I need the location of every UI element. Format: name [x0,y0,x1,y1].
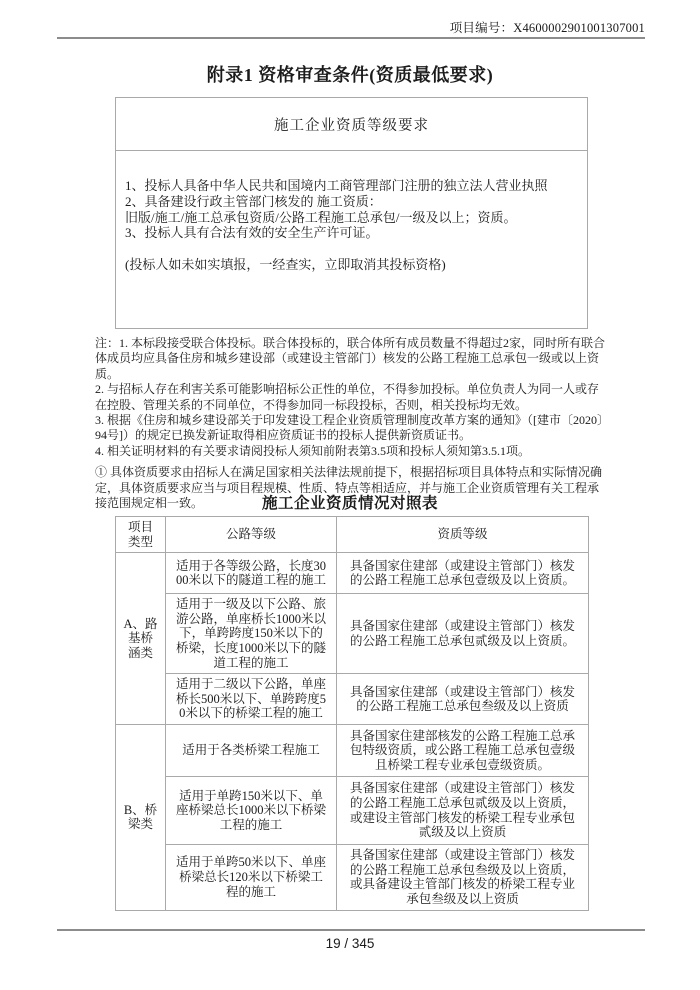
note-item: 3. 根据《住房和城乡建设部关于印发建设工程企业资质管理制度改革方案的通知》（[建市〔2020〕94号]）的规定已换发新证取得相应资质证书的投标人提供新资质证书。 [95,413,609,443]
table-row [116,594,589,674]
qualification-cell: 具备国家住建部（或建设主管部门）核发的公路工程施工总承包贰级及以上资质，或建设主管部门核发的桥梁工程专业承包贰级及以上资质 [337,777,589,845]
qualification-comparison-table [115,516,589,911]
qualification-cell: 具备国家住建部（或建设主管部门）核发的公路工程施工总承包叁级及以上资质 [337,674,589,725]
qualification-cell: 具备国家住建部核发的公路工程施工总承包特级资质，或公路工程施工总承包壹级且桥梁工程专业承包壹级资质。 [337,725,589,777]
requirement-line [125,241,579,257]
highway-grade-cell: 适用于各等级公路，长度3000米以下的隧道工程的施工 [166,553,337,594]
qualification-table-body [116,151,587,328]
note-item: 2. 与招标人存在利害关系可能影响招标公正性的单位，不得参加投标。单位负责人为同一人或存在控股、管理关系的不同单位，不得参加同一标段投标，否则，相关投标均无效。 [95,382,600,412]
header-rule [57,37,645,39]
table-row [116,553,589,594]
group-label-a: A、路基桥涵类 [116,553,166,725]
table-row [116,777,589,845]
highway-grade-cell: 适用于各类桥梁工程施工 [166,725,337,777]
notes-section [95,336,610,511]
column-header-highway-grade: 公路等级 [166,517,337,553]
qualification-requirement-table [115,97,588,329]
requirement-line: (投标人如未如实填报，一经查实，立即取消其投标资格) [125,256,446,272]
qualification-cell: 具备国家住建部（或建设主管部门）核发的公路工程施工总承包壹级及以上资质。 [337,553,589,594]
requirement-line: 2、具备建设行政主管部门核发的 施工资质： [125,193,382,209]
qualification-table-header: 施工企业资质等级要求 [116,98,587,151]
comparison-table-title: 施工企业资质情况对照表 [261,495,438,512]
highway-grade-cell: 适用于单跨150米以下、单座桥梁总长1000米以下桥梁工程的施工 [166,777,337,845]
group-label-b: B、桥梁类 [116,725,166,910]
table-row [116,845,589,910]
requirement-line: 3、投标人具有合法有效的安全生产许可证。 [125,225,379,241]
note-item: 注：1. 本标段接受联合体投标。联合体投标的，联合体所有成员数量不得超过2家，同时所有联合体成员均应具备住房和城乡建设部（或建设主管部门）核发的公路工程施工总承包一级或以上资质。 [95,336,606,381]
column-header-project-type: 项目类型 [116,517,166,553]
qualification-cell: 具备国家住建部（或建设主管部门）核发的公路工程施工总承包叁级及以上资质，或具备建设主管部门核发的桥梁工程专业承包叁级及以上资质 [337,845,589,910]
highway-grade-cell: 适用于一级及以下公路、旅游公路，单座桥长1000米以下，单跨跨度150米以下的桥梁，长度1000米以下的隧道工程的施工 [166,594,337,674]
table-row [116,725,589,777]
highway-grade-cell: 适用于单跨50米以下、单座桥梁总长120米以下桥梁工程的施工 [166,845,337,910]
table-header-row [116,517,589,553]
page-header [57,18,645,36]
column-header-qualification-grade: 资质等级 [337,517,589,553]
circled-note: ① 具体资质要求由招标人在满足国家相关法律法规前提下，根据招标项目具体特点和实际情况确定，具体资质要求应当与项目程规模、性质、特点等相适应，并与施工企业资质管理有关工程承接范围规定相一致。 [95,465,603,511]
qualification-cell: 具备国家住建部（或建设主管部门）核发的公路工程施工总承包贰级及以上资质。 [337,594,589,674]
requirement-line: 旧版/施工/施工总承包资质/公路工程施工总承包/一级及以上；资质。 [125,209,517,225]
page-number: 19 / 345 [325,936,375,951]
note-item: 4. 相关证明材料的有关要求请阅投标人须知前附表第3.5项和投标人须知第3.5.1项。 [95,443,531,458]
requirement-line: 1、投标人具备中华人民共和国境内工商管理部门注册的独立法人营业执照 [125,178,548,193]
highway-grade-cell: 适用于二级以下公路，单座桥长500米以下、单跨跨度50米以下的桥梁工程的施工 [166,674,337,725]
table-row [116,674,589,725]
page-title: 附录1 资格审查条件(资质最低要求) [206,65,494,85]
project-number: 项目编号：X4600002901001307001 [449,21,645,35]
footer-rule [57,929,645,931]
